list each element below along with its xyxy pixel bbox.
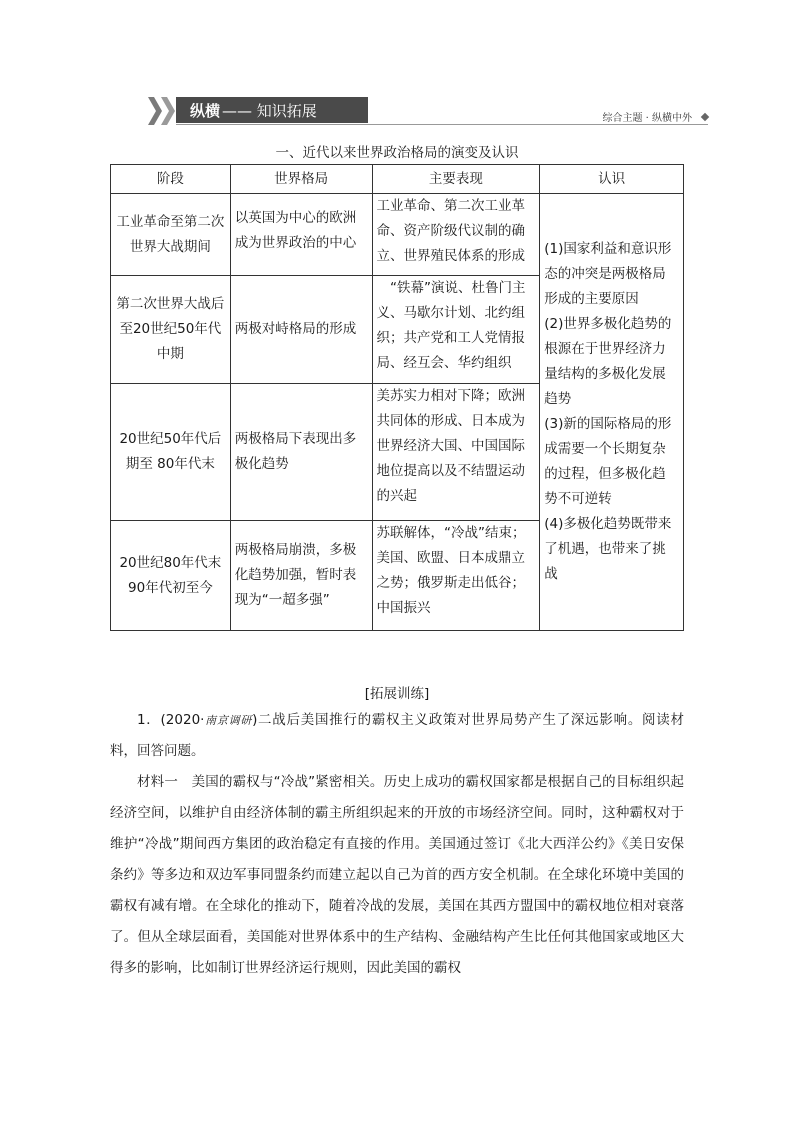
exercise-section-title: [拓展训练] [364, 686, 430, 702]
performance-cell: 美苏实力相对下降；欧洲共同体的形成、日本成为世界经济大国、中国国际地位提高以及不结盟运动的兴起 [372, 384, 540, 521]
banner-rest: —— 知识拓展 [222, 101, 317, 120]
performance-cell: “铁幕”演说、杜鲁门主义、马歇尔计划、北约组织；共产党和工人党情报局、经互会、华约组织 [372, 276, 540, 384]
understanding-cell: (1)国家利益和意识形态的冲突是两极格局形成的主要原因 (2)世界多极化趋势的根源在于世界经济力量结构的多极化发展趋势 (3)新的国际格局的形成需要一个长期复杂的过程，但多极化趋势不可逆转 (4)多极化趋势既带来了机遇，也带来了挑战 [540, 194, 684, 631]
material-1: 材料一 美国的霸权与“冷战”紧密相关。历史上成功的霸权国家都是根据自己的目标组织起经济空间，以维护自由经济体制的霸主所组织起来的开放的市场经济空间。同时，这种霸权对于维护“冷战”期间西方集团的政治稳定有直接的作用。美国通过签订《北大西洋公约》《美日安保条约》等多边和双边军事同盟条约而建立起以自己为首的西方安全机制。在全球化环境中美国的霸权有减有增。在全球化的推动下，随着冷战的发展，美国在其西方盟国中的霸权地位相对衰落了。但从全球层面看，美国能对世界体系中的生产结构、金融结构产生比任何其他国家或地区大得多的影响，比如制订世界经济运行规则，因此美国的霸权 [110, 774, 684, 976]
header-rule [176, 124, 708, 125]
question-prefix: 1．(2020· [137, 712, 205, 728]
header-pattern: 世界格局 [230, 165, 372, 194]
pattern-cell: 两极对峙格局的形成 [230, 276, 372, 384]
header-understanding: 认识 [540, 165, 684, 194]
header-stage: 阶段 [111, 165, 231, 194]
diamond-icon [701, 112, 709, 120]
performance-cell: 苏联解体，“冷战”结束；美国、欧盟、日本成鼎立之势；俄罗斯走出低谷；中国振兴 [372, 521, 540, 631]
page-header [148, 97, 708, 127]
header-right-label: 综合主题 · 纵横中外 [602, 113, 692, 124]
pattern-table [110, 164, 684, 631]
pattern-cell: 两极格局崩溃，多极化趋势加强，暂时表现为“一超多强” [230, 521, 372, 631]
performance-cell: 工业革命、第二次工业革命、资产阶级代议制的确立、世界殖民体系的形成 [372, 194, 540, 276]
chevron-right-icon [161, 97, 175, 125]
stage-cell: 工业革命至第二次世界大战期间 [111, 194, 231, 276]
table-header-row [111, 165, 684, 194]
pattern-cell: 以英国为中心的欧洲成为世界政治的中心 [230, 194, 372, 276]
question-source: 南京调研 [204, 714, 253, 727]
header-right [602, 109, 708, 124]
stage-cell: 第二次世界大战后至20世纪50年代中期 [111, 276, 231, 384]
question-1 [110, 705, 684, 767]
question-text: )二战后美国推行的霸权主义政策对世界局势产生了深远影响。阅读材料，回答问题。 [110, 712, 684, 759]
header-performance: 主要表现 [372, 165, 540, 194]
section-banner [176, 97, 368, 123]
chevron-right-icon [148, 97, 162, 125]
stage-cell: 20世纪50年代后期至 80年代末 [111, 384, 231, 521]
table-row [111, 194, 684, 276]
stage-cell: 20世纪80年代末90年代初至今 [111, 521, 231, 631]
pattern-cell: 两极格局下表现出多极化趋势 [230, 384, 372, 521]
banner-main: 纵横 [190, 101, 221, 120]
table-title: 一、近代以来世界政治格局的演变及认识 [275, 145, 519, 161]
